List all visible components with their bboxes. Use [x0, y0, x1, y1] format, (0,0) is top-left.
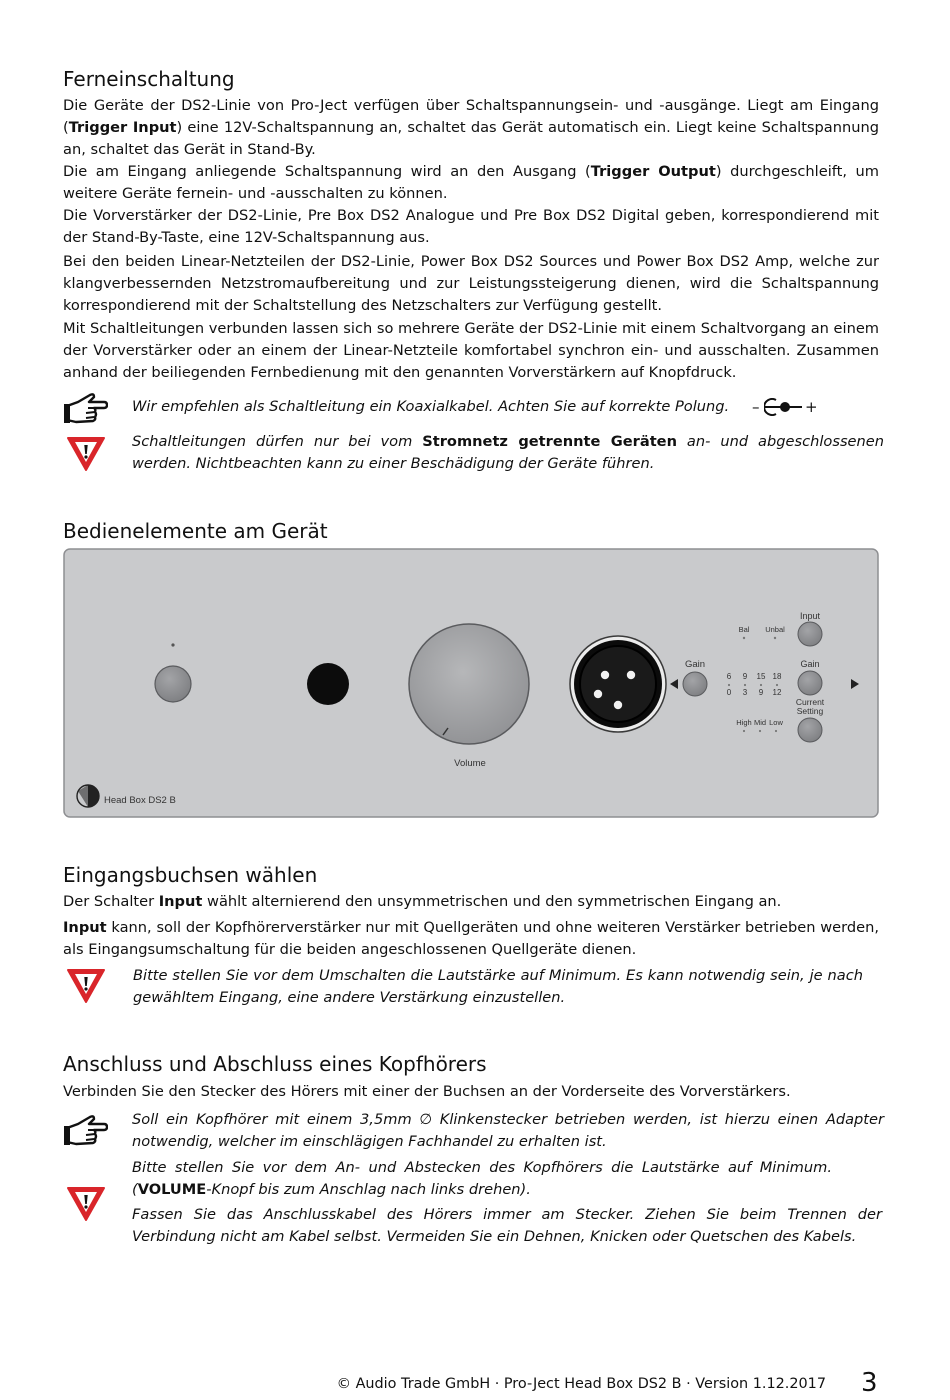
warning-triangle-icon	[66, 968, 106, 1004]
mid-label: Mid	[753, 718, 767, 727]
front-panel-illustration	[63, 548, 879, 818]
text: ) durchgeschleift, um weitere Geräte fernein- und -ausschalten zu können.	[63, 163, 879, 202]
section-title-bedienelemente: Bedienelemente am Gerät	[63, 519, 328, 543]
section-title-ferneinschaltung: Ferneinschaltung	[63, 67, 235, 91]
gain-value-bottom: 3	[742, 688, 748, 697]
polarity-plus: +	[805, 398, 818, 416]
paragraph-power-boxes: Bei den beiden Linear-Netzteilen der DS2-Linie, Power Box DS2 Sources und Power Box DS2 Amp, welche zur klangverbessernden Netzstromaufbereitung und zur Leistungssteigerung dienen, wird die Schaltspannung korrespondierend mit der Schaltstellung des Netzschalters zur Verfügung gestellt.	[63, 253, 879, 314]
warning-disconnect-mains	[132, 431, 884, 475]
section-title-kopfhoerer: Anschluss und Abschluss eines Kopfhörers	[63, 1052, 487, 1076]
text: wählt alternierend den unsymmetrischen und den symmetrischen Eingang an.	[202, 893, 782, 910]
power-button[interactable]	[155, 666, 191, 702]
paragraph-preamps: Die Vorverstärker der DS2-Linie, Pre Box DS2 Analogue und Pre Box DS2 Digital geben, korrespondierend mit der Stand-By-Taste, eine 12V-Schaltspannung aus.	[63, 207, 879, 246]
input-label: Input	[799, 611, 821, 621]
warning-plug-volume	[132, 1157, 832, 1201]
gain-up-button[interactable]	[798, 671, 822, 695]
pointing-hand-icon	[64, 392, 108, 428]
text: Schaltleitungen dürfen nur bei vom	[132, 433, 423, 450]
pro-ject-logo	[77, 785, 99, 807]
note-coax-cable: Wir empfehlen als Schaltleitung ein Koaxialkabel. Achten Sie auf korrekte Polung.	[132, 398, 730, 415]
text: Bitte stellen Sie vor dem An- und Abstecken des Kopfhörers die Lautstärke auf Minimum. (	[132, 1159, 832, 1198]
text: kann, soll der Kopfhörerverstärker nur mit Quellgeräten und ohne weiteren Verstärker betrieben werden, als Eingangsumschaltung für die beiden angeschlossenen Quellgeräte dienen.	[63, 919, 879, 958]
current-label: Current	[795, 697, 825, 707]
section-title-eingangsbuchsen: Eingangsbuchsen wählen	[63, 863, 318, 887]
unbal-led	[774, 637, 776, 639]
term-trigger-output: Trigger Output	[590, 163, 716, 180]
current-setting-button[interactable]	[798, 718, 822, 742]
coax-plug-icon	[764, 398, 802, 416]
paragraph-connect-headphone: Verbinden Sie den Stecker des Hörers mit einer der Buchsen an der Vorderseite des Vorverstärkers.	[63, 1083, 791, 1100]
page-number: 3	[861, 1368, 878, 1398]
warning-cable-handling: Fassen Sie das Anschlusskabel des Hörers immer am Stecker. Ziehen Sie beim Trennen der Verbindung nicht am Kabel selbst. Vermeiden Sie ein Dehnen, Knicken oder Quetschen des Kabels.	[132, 1206, 882, 1245]
input-button[interactable]	[798, 622, 822, 646]
gain-value-top: 18	[772, 672, 782, 681]
gain-value-bottom: 0	[726, 688, 732, 697]
power-led	[171, 643, 174, 646]
footer-copyright: © Audio Trade GmbH · Pro-Ject Head Box DS2 B · Version 1.12.2017	[336, 1376, 826, 1392]
headphone-jack-6-3mm[interactable]	[307, 663, 349, 705]
volume-label: Volume	[454, 758, 486, 769]
text: Die am Eingang anliegende Schaltspannung wird an den Ausgang (	[63, 163, 591, 180]
bal-led	[743, 637, 745, 639]
gain-value-bottom: 9	[758, 688, 764, 697]
volume-knob[interactable]	[409, 624, 529, 744]
warning-triangle-icon	[66, 1186, 106, 1222]
paragraph-trigger-output	[63, 161, 879, 205]
paragraph-input-usage	[63, 917, 879, 961]
term-trigger-input: Trigger Input	[68, 119, 177, 136]
pointing-hand-icon	[64, 1114, 108, 1150]
high-label: High	[736, 718, 752, 727]
paragraph-input-switch	[63, 891, 879, 913]
setting-label: Setting	[796, 706, 824, 716]
paragraph-trigger-input	[63, 95, 879, 161]
gain-value-top: 9	[742, 672, 748, 681]
gain-down-button[interactable]	[683, 672, 707, 696]
term-volume: VOLUME	[137, 1181, 207, 1198]
text: Die Geräte der DS2-Linie von Pro-Ject verfügen über Schaltspannungsein- und -ausgänge. Liegt am Eingang (	[63, 97, 879, 136]
text: Der Schalter	[63, 893, 159, 910]
warning-volume-minimum: Bitte stellen Sie vor dem Umschalten die Lautstärke auf Minimum. Es kann notwendig sein, je nach gewähltem Eingang, eine andere Verstärkung einzustellen.	[133, 967, 863, 1006]
polarity-minus: –	[752, 398, 760, 416]
gain-value-top: 15	[756, 672, 766, 681]
low-label: Low	[769, 718, 783, 727]
gain-value-top: 6	[726, 672, 732, 681]
gain-value-bottom: 12	[772, 688, 782, 697]
paragraph-sync-switching: Mit Schaltleitungen verbunden lassen sich so mehrere Geräte der DS2-Linie mit einem Schaltvorgang an einem der Vorverstärker oder an einem der Linear-Netzteile komfortabel synchron ein- und ausschalten. Zusammen anhand der beiliegenden Fernbedienung mit den genannten Vorverstärkern auf Knopfdruck.	[63, 320, 880, 381]
text: -Knopf bis zum Anschlag nach links drehen).	[206, 1181, 531, 1198]
term-input: Input	[63, 919, 107, 936]
term-input: Input	[158, 893, 203, 910]
bal-label: Bal	[738, 625, 750, 634]
polarity-symbol	[752, 396, 822, 418]
gain-left-label: Gain	[684, 659, 706, 670]
text: ) eine 12V-Schaltspannung an, schaltet das Gerät automatisch ein. Liegt keine Schaltspannung an, schaltet das Gerät in Stand-By.	[63, 119, 879, 158]
gain-right-label: Gain	[800, 659, 820, 669]
warning-triangle-icon	[66, 436, 106, 472]
model-name: Head Box DS2 B	[104, 795, 176, 806]
unbal-label: Unbal	[765, 625, 785, 634]
text: an- und abgeschlossenen werden. Nichtbeachten kann zu einer Beschädigung der Geräte führen.	[132, 433, 885, 472]
note-adapter-3-5mm: Soll ein Kopfhörer mit einem 3,5mm ∅ Klinkenstecker betrieben werden, ist hierzu einen Adapter notwendig, welcher im einschlägigen Fachhandel zu erhalten ist.	[132, 1111, 884, 1150]
term-mains: Stromnetz getrennte Geräten	[422, 433, 677, 450]
